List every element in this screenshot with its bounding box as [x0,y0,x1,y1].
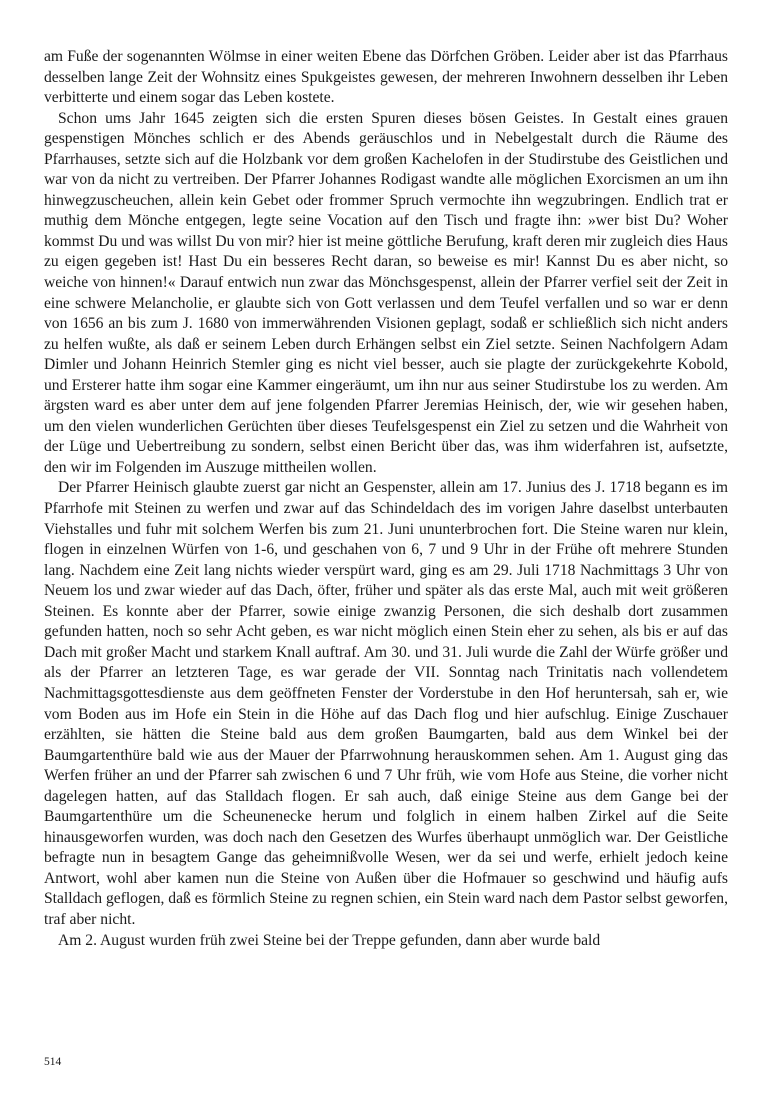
paragraph: Am 2. August wurden früh zwei Steine bei der Treppe gefunden, dann aber wurde bald [58,931,601,949]
page-number: 514 [44,1056,62,1068]
paragraph-continuation: am Fuße der sogenannten Wölmse in einer weiten Ebene das Dörfchen Gröben. Leider aber ist das Pfarrhaus desselben lange Zeit der Wohnsitz eines Spukgeistes gewesen, der mehreren Inwohnern desselben ihr Leben verbitterte und einem sogar das Leben kostete. [44,48,728,107]
page-body [44,47,728,951]
paragraph: Schon ums Jahr 1645 zeigten sich die ersten Spuren dieses bösen Geistes. In Gestalt eines grauen gespenstigen Mönches schlich er des Abends geräuschlos und in Nebelgestalt durch die Räume des Pfarrhauses, setzte sich auf die Holzbank vor dem großen Kachelofen in der Studirstube des Geistlichen und war von da nicht zu vertreiben. Der Pfarrer Johannes Rodigast wandte alle möglichen Exorcismen an um ihn hinwegzuscheuchen, allein kein Gebet oder frommer Spruch vermochte ihn wegzubringen. Endlich trat er muthig dem Mönche entgegen, legte seine Vocation auf den Tisch und fragte ihn: »wer bist Du? Woher kommst Du und was willst Du von mir? hier ist meine göttliche Berufung, kraft deren mir zugleich dies Haus zu eigen gegeben ist! Hast Du ein besseres Recht daran, so beweise es mir! Kannst Du es aber nicht, so weiche von hinnen!« Darauf entwich nun zwar das Mönchsgespenst, allein der Pfarrer verfiel seit der Zeit in eine schwere Melancholie, er glaubte sich von Gott verlassen und dem Teufel verfallen und so war er denn von 1656 an bis zum J. 1680 von immerwährenden Visionen geplagt, sodaß er schließlich sich nicht anders zu helfen wußte, als daß er seinem Leben durch Erhängen selbst ein Ziel setzte. Seinen Nachfolgern Adam Dimler und Johann Heinrich Stemler ging es nicht viel besser, auch sie plagte der zurückgekehrte Kobold, und Ersterer hatte ihm sogar eine Kammer eingeräumt, um ihn nur aus seiner Studirstube los zu werden. Am ärgsten ward es aber unter dem auf jene folgenden Pfarrer Jeremias Heinisch, der, wie wir gesehen haben, um den vielen wunderlichen Gerüchten über dieses Teufelsgespenst ein Ziel zu setzen und die Wahrheit von der Lüge und Uebertreibung zu sondern, selbst einen Bericht über das, was ihm widerfahren ist, aufsetzte, den wir im Folgenden im Auszuge mittheilen wollen. [44,109,728,476]
paragraph: Der Pfarrer Heinisch glaubte zuerst gar nicht an Gespenster, allein am 17. Junius des J. 1718 begann es im Pfarrhofe mit Steinen zu werfen und zwar auf das Schindeldach des im vorigen Jahre daselbst unterbauten Viehstalles und fuhr mit solchem Werfen bis zum 21. Juni ununterbrochen fort. Die Steine waren nur klein, flogen in einzelnen Würfen von 1-6, und geschahen von 6, 7 und 9 Uhr in der Frühe oft mehrere Stunden lang. Nachdem eine Zeit lang nichts wieder verspürt ward, ging es am 29. Juli 1718 Nachmittags 3 Uhr von Neuem los und zwar wieder auf das Dach, öfter, früher und später als das erste Mal, auch mit weit größeren Steinen. Es konnte aber der Pfarrer, sowie einige zwanzig Personen, die sich deshalb dort zusammen gefunden hatten, noch so sehr Acht geben, es war nicht möglich einen Stein eher zu sehen, als bis er auf das Dach mit großer Macht und starkem Knall auftraf. Am 30. und 31. Juli wurde die Zahl der Würfe größer und als der Pfarrer an letzteren Tage, es war gerade der VII. Sonntag nach Trinitatis nach vollendetem Nachmittagsgottesdienste aus dem geöffneten Fenster der Vorderstube in den Hof heruntersah, sah er, wie vom Boden aus im Hofe ein Stein in die Höhe auf das Dach flog und hier aufschlug. Einige Zuschauer erzählten, sie hätten die Steine bald aus dem großen Baumgarten, bald aus dem Winkel bei der Baumgartenthüre bald wie aus der Mauer der Pfarrwohnung herauskommen sehen. Am 1. August ging das Werfen früher an und der Pfarrer sah zwischen 6 und 7 Uhr früh, wie vom Hofe aus Steine, die vorher nicht dagelegen hatten, auf das Stalldach flogen. Er sah auch, daß einige Steine aus dem Gange bei der Baumgartenthüre um die Scheunenecke herum und folglich in einem halben Zirkel auf die Seite hinausgeworfen wurden, was doch nach den Gesetzen des Wurfes überhaupt unmöglich war. Der Geistliche befragte nun in besagtem Gange das geheimnißvolle Wesen, wer da sei und werfe, erhielt jedoch keine Antwort, wohl aber kamen nun die Steine von Außen über die Hofmauer so geschwind und häufig aufs Stalldach geflogen, daß es förmlich Steine zu regnen schien, ein Stein ward nach dem Pastor selbst geworfen, traf aber nicht. [44,479,728,928]
